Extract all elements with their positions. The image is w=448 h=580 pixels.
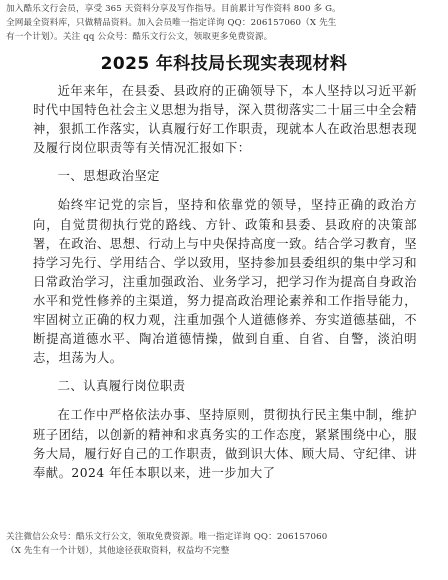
footer-line-2: （X 先生有一个计划），其他途径获取资料，权益均不完整 xyxy=(6,545,230,556)
watermark-footer xyxy=(6,531,442,558)
header-line-1: 加入酷乐文行会员，享受 365 天资料分享及写作指导。目前累计写作资料 800 多 G。 xyxy=(6,4,341,14)
document-body xyxy=(33,82,417,483)
section-2-paragraph: 在工作中严格依法办事、坚持原则，贯彻执行民主集中制，维护班子团结，以创新的精神和求真务实的工作态度，紧紧围绕中心，服务大局，履行好自己的工作职责，做到识大体、顾大局、守纪律、讲奉献。2024 年任本职以来，进一步加大了 xyxy=(33,408,417,480)
header-line-3: 有一个计划）。关注 qq 公众号：酷乐文行公文，领取更多免费资源。 xyxy=(6,32,273,42)
footer-line-1: 关注微信公众号：酷乐文行公文，领取免费资源。唯一指定详询 QQ：206157060 xyxy=(6,532,328,542)
document-title: 2025 年科技局长现实表现材料 xyxy=(100,54,348,74)
intro-paragraph: 近年来年，在县委、县政府的正确领导下，本人坚持以习近平新时代中国特色社会主义思想为指导，深入贯彻落实二十届三中全会精神，狠抓工作落实，认真履行好工作职责，现就本人在政治思想表现及履行岗位职责等有关情况汇报如下： xyxy=(33,84,417,156)
watermark-header xyxy=(6,2,442,44)
section-1-paragraph: 始终牢记党的宗旨，坚持和依靠党的领导，坚持正确的政治方向，自觉贯彻执行党的路线、方针、政策和县委、县政府的决策部署，在政治、思想、行动上与中央保持高度一致。结合学习教育，坚持学习先行、学用结合、学以致用，坚持参加县委组织的集中学习和日常政治学习，注重加强政治、业务学习，把学习作为提高自身政治水平和党性修养的主渠道，努力提高政治理论素养和工作指导能力，牢固树立正确的权力观，注重加强个人道德修养、夯实道德基础，不断提高道德水平、陶冶道德情操，做到自重、自省、自警，淡泊明志，坦荡为人。 xyxy=(33,198,417,366)
header-line-2: 全网最全资料库，只做精品资料。加入会员唯一指定详询 QQ：206157060（X 先生 xyxy=(6,18,337,28)
section-2-heading: 二、认真履行岗位职责 xyxy=(57,379,186,394)
section-1-heading: 一、思想政治坚定 xyxy=(57,169,160,184)
